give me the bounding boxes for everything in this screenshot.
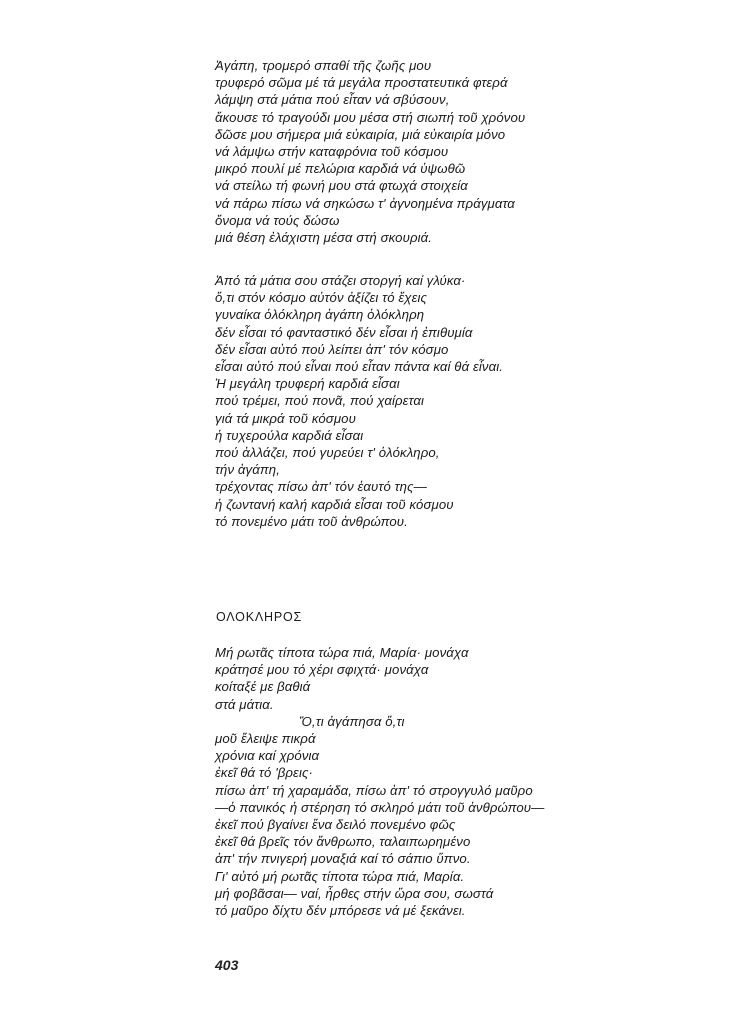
verse-line: κοίταξέ με βαθιά — [215, 679, 311, 695]
poem-title: ΟΛΟΚΛΗΡΟΣ — [216, 610, 303, 624]
stanza-3 — [215, 644, 715, 919]
verse-line: Ἀγάπη, τρομερό σπαθί τῆς ζωῆς μου — [215, 58, 432, 73]
verse-line: τό πονεμένο μάτι τοῦ ἀνθρώπου. — [215, 513, 408, 529]
verse-line: ἐκεῖ θά βρεῖς τόν ἄνθρωπο, ταλαιπωρημένο — [215, 834, 471, 850]
verse-line: τό μαῦρο δίχτυ δέν μπόρεσε νά μέ ξεκάνει. — [215, 903, 466, 919]
verse-line: κράτησέ μου τό χέρι σφιχτά· μονάχα — [215, 662, 429, 678]
verse-line: ἐκεῖ πού βγαίνει ἕνα δειλό πονεμένο φῶς — [215, 817, 456, 833]
verse-line: μιά θέση ἐλάχιστη μέσα στή σκουριά. — [215, 230, 433, 246]
verse-line: γιά τά μικρά τοῦ κόσμου — [215, 410, 356, 426]
stanza-2 — [215, 272, 715, 530]
verse-line: τρυφερό σῶμα μέ τά μεγάλα προστατευτικά φτερά — [215, 75, 508, 91]
verse-line: ἡ ζωντανή καλή καρδιά εἶσαι τοῦ κόσμου — [215, 496, 454, 512]
verse-line: μικρό πουλί μέ πελώρια καρδιά νά ὑψωθῶ — [215, 161, 466, 177]
verse-line: εἶσαι αὐτό πού εἶναι πού εἶταν πάντα καί θά εἶναι. — [215, 359, 503, 375]
verse-line: δέν εἶσαι τό φανταστικό δέν εἶσαι ἡ ἐπιθυμία — [215, 324, 473, 340]
verse-line: μοῦ ἔλειψε πικρά — [215, 731, 316, 747]
verse-line: στά μάτια. — [215, 696, 274, 712]
verse-line: πίσω ἀπ' τή χαραμάδα, πίσω ἀπ' τό στρογγυλό μαῦρο — [215, 782, 533, 798]
verse-line: ἡ τυχερούλα καρδιά εἶσαι — [215, 427, 364, 443]
verse-line: νά λάμψω στήν καταφρόνια τοῦ κόσμου — [215, 144, 449, 160]
stanza-1 — [215, 57, 715, 246]
verse-line: χρόνια καί χρόνια — [215, 748, 320, 764]
verse-line: μή φοβᾶσαι— ναί, ἦρθες στήν ὥρα σου, σωστά — [215, 885, 494, 901]
verse-line: ὅ,τι στόν κόσμο αὐτόν ἀξίζει τό ἔχεις — [215, 290, 428, 306]
verse-line: ὄνομα νά τούς δώσω — [215, 212, 340, 228]
verse-line: τρέχοντας πίσω ἀπ' τόν ἑαυτό της— — [215, 479, 427, 495]
page-number: 403 — [215, 957, 239, 973]
verse-line: πού τρέμει, πού πονᾶ, πού χαίρεται — [215, 393, 425, 409]
verse-line: ἄκουσε τό τραγούδι μου μέσα στή σιωπή τοῦ χρόνου — [215, 109, 526, 125]
verse-line: δέν εἶσαι αὐτό πού λείπει ἀπ' τόν κόσμο — [215, 341, 449, 357]
verse-line: Γι' αὐτό μή ρωτᾶς τίποτα τώρα πιά, Μαρία. — [215, 868, 465, 884]
verse-line: Ἀπό τά μάτια σου στάζει στοργή καί γλύκα· — [215, 273, 466, 288]
verse-line-indented: Ὅ,τι ἀγάπησα ὅ,τι — [299, 713, 405, 729]
verse-line: γυναίκα ὁλόκληρη ἀγάπη ὁλόκληρη — [215, 307, 425, 323]
verse-line: νά πάρω πίσω νά σηκώσω τ' ἀγνοημένα πράγματα — [215, 195, 515, 211]
verse-line: πού ἀλλάζει, πού γυρεύει τ' ὁλόκληρο, — [215, 445, 440, 461]
verse-line: νά στείλω τή φωνή μου στά φτωχά στοιχεία — [215, 178, 468, 194]
verse-line: τήν ἀγάπη, — [215, 462, 280, 478]
verse-line: ἀπ' τήν πνιγερή μοναξιά καί τό σάπιο ὕπνο. — [215, 851, 471, 867]
verse-line: —ὁ πανικός ἡ στέρηση τό σκληρό μάτι τοῦ ἀνθρώπου— — [215, 799, 545, 815]
verse-line: Ἡ μεγάλη τρυφερή καρδιά εἶσαι — [215, 376, 400, 392]
verse-line: δῶσε μου σήμερα μιά εὐκαιρία, μιά εὐκαιρία μόνο — [215, 126, 506, 142]
verse-line: λάμψη στά μάτια πού εἶταν νά σβύσουν, — [215, 92, 450, 108]
verse-line: ἐκεῖ θά τό 'βρεις· — [215, 765, 313, 781]
verse-line: Μή ρωτᾶς τίποτα τώρα πιά, Μαρία· μονάχα — [215, 645, 469, 660]
